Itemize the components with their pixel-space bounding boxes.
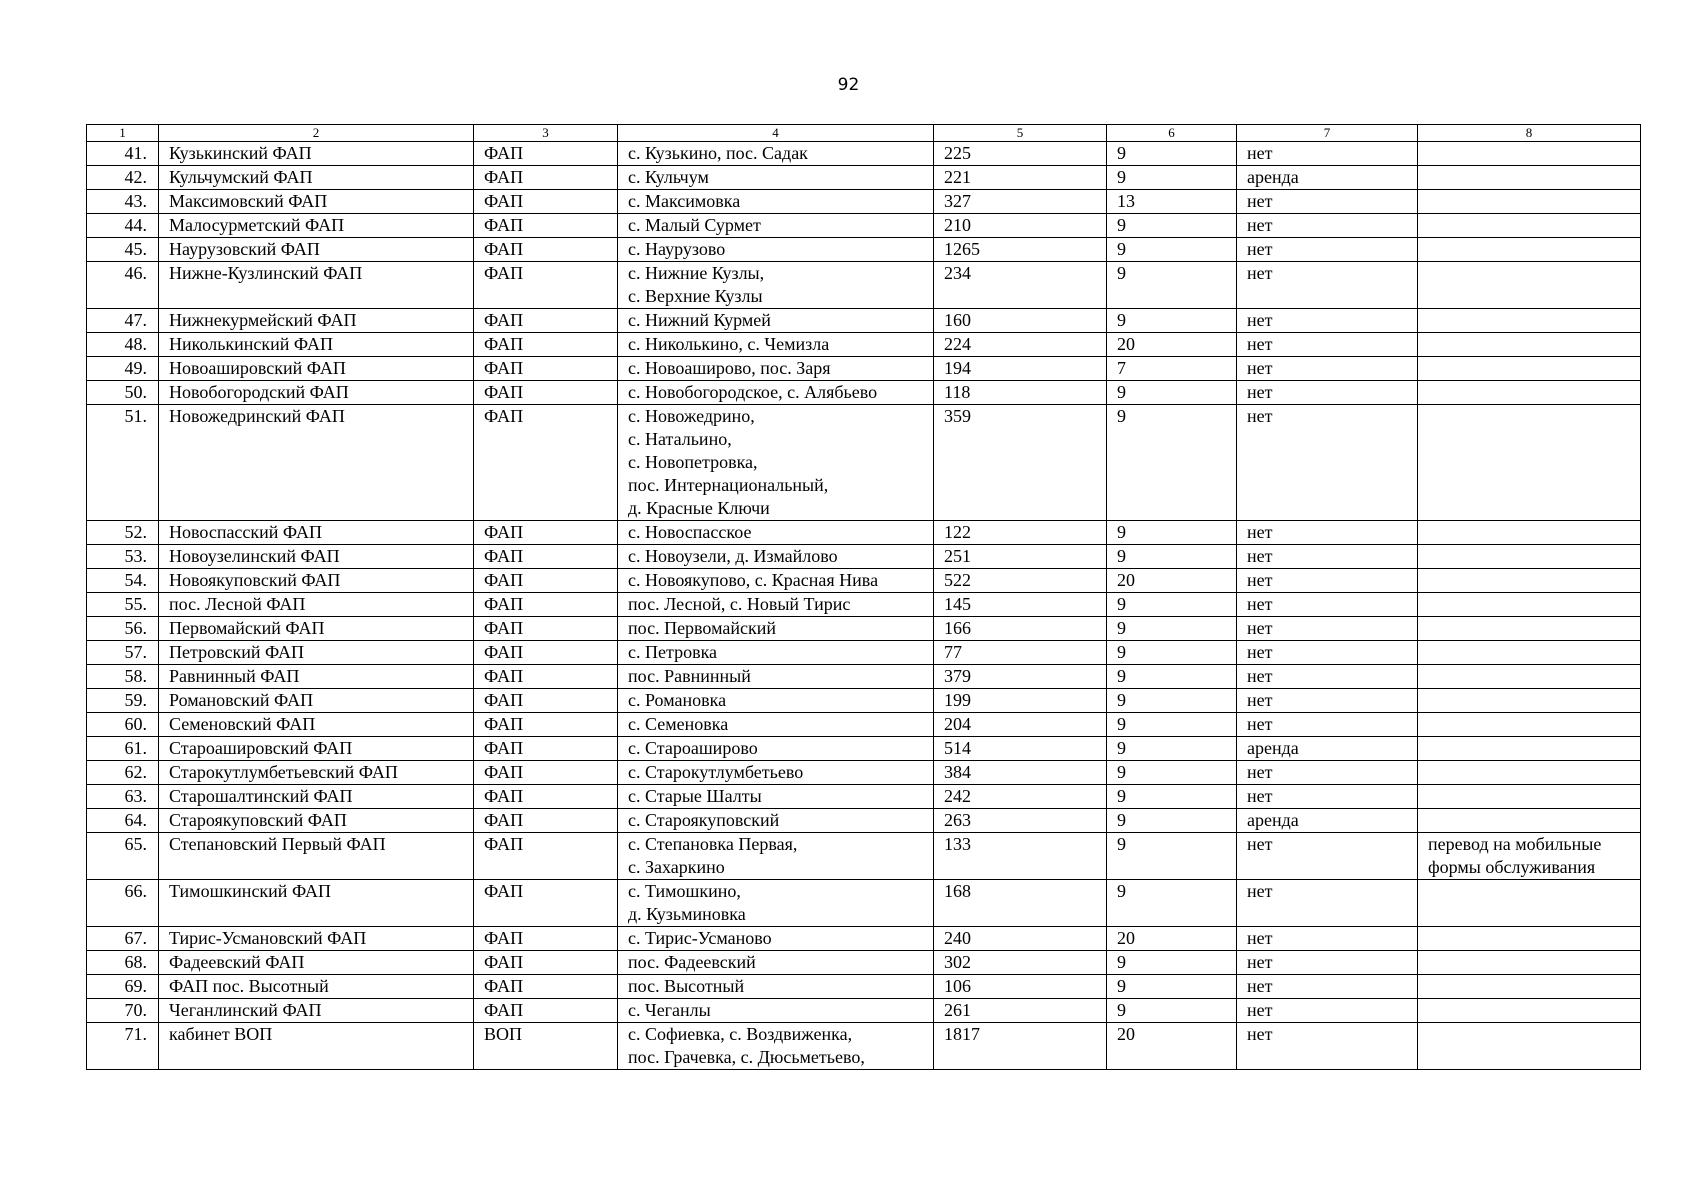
column-7-cell: нет: [1237, 381, 1418, 405]
column-header: 2: [159, 125, 474, 142]
column-header: 6: [1107, 125, 1237, 142]
row-number-cell: 53.: [87, 545, 159, 569]
settlements-cell: с. Новоспасское: [618, 521, 934, 545]
column-7-cell: нет: [1237, 761, 1418, 785]
column-6-cell: 9: [1107, 166, 1237, 190]
column-8-cell: [1418, 713, 1641, 737]
facility-name-cell: Максимовский ФАП: [159, 190, 474, 214]
settlements-cell: с. Старокутлумбетьево: [618, 761, 934, 785]
column-6-cell: 9: [1107, 593, 1237, 617]
column-8-cell: [1418, 785, 1641, 809]
table-row: [87, 238, 1641, 262]
column-7-cell: нет: [1237, 880, 1418, 927]
row-number-cell: 63.: [87, 785, 159, 809]
column-6-cell: 9: [1107, 833, 1237, 880]
facility-name-cell: Тимошкинский ФАП: [159, 880, 474, 927]
facility-type-cell: ФАП: [474, 405, 618, 521]
row-number-cell: 54.: [87, 569, 159, 593]
table-row: [87, 809, 1641, 833]
settlements-cell: с. Семеновка: [618, 713, 934, 737]
facility-type-cell: ФАП: [474, 593, 618, 617]
settlements-cell: с. Новожедрино, с. Натальино, с. Новопетровка, пос. Интернациональный, д. Красные Ключи: [618, 405, 934, 521]
column-6-cell: 9: [1107, 381, 1237, 405]
column-7-cell: нет: [1237, 785, 1418, 809]
facility-name-cell: Романовский ФАП: [159, 689, 474, 713]
facility-name-cell: Чеганлинский ФАП: [159, 999, 474, 1023]
row-number-cell: 41.: [87, 142, 159, 166]
facility-type-cell: ФАП: [474, 262, 618, 309]
table-row: [87, 309, 1641, 333]
population-cell: 327: [934, 190, 1107, 214]
column-7-cell: нет: [1237, 951, 1418, 975]
column-8-cell: [1418, 689, 1641, 713]
population-cell: 522: [934, 569, 1107, 593]
column-6-cell: 9: [1107, 545, 1237, 569]
facility-type-cell: ФАП: [474, 381, 618, 405]
column-6-cell: 13: [1107, 190, 1237, 214]
row-number-cell: 65.: [87, 833, 159, 880]
column-8-cell: [1418, 262, 1641, 309]
column-8-cell: [1418, 880, 1641, 927]
facility-name-cell: Староякуповский ФАП: [159, 809, 474, 833]
facility-name-cell: Новожедринский ФАП: [159, 405, 474, 521]
column-8-cell: [1418, 617, 1641, 641]
table-row: [87, 166, 1641, 190]
column-6-cell: 9: [1107, 761, 1237, 785]
table-row: [87, 569, 1641, 593]
facility-type-cell: ФАП: [474, 833, 618, 880]
column-7-cell: нет: [1237, 262, 1418, 309]
population-cell: 106: [934, 975, 1107, 999]
column-7-cell: нет: [1237, 521, 1418, 545]
facilities-table: [86, 124, 1641, 1070]
row-number-cell: 44.: [87, 214, 159, 238]
row-number-cell: 52.: [87, 521, 159, 545]
column-6-cell: 20: [1107, 1023, 1237, 1070]
row-number-cell: 48.: [87, 333, 159, 357]
row-number-cell: 46.: [87, 262, 159, 309]
column-number-row: [87, 125, 1641, 142]
table-row: [87, 951, 1641, 975]
settlements-cell: с. Наурузово: [618, 238, 934, 262]
column-8-cell: [1418, 142, 1641, 166]
facility-name-cell: Тирис-Усмановский ФАП: [159, 927, 474, 951]
row-number-cell: 56.: [87, 617, 159, 641]
row-number-cell: 47.: [87, 309, 159, 333]
facility-type-cell: ФАП: [474, 975, 618, 999]
population-cell: 359: [934, 405, 1107, 521]
facility-name-cell: Николькинский ФАП: [159, 333, 474, 357]
column-7-cell: нет: [1237, 833, 1418, 880]
column-7-cell: нет: [1237, 238, 1418, 262]
column-7-cell: нет: [1237, 641, 1418, 665]
settlements-cell: с. Чеганлы: [618, 999, 934, 1023]
row-number-cell: 66.: [87, 880, 159, 927]
settlements-cell: с. Малый Сурмет: [618, 214, 934, 238]
column-7-cell: нет: [1237, 617, 1418, 641]
facility-name-cell: Старокутлумбетьевский ФАП: [159, 761, 474, 785]
row-number-cell: 69.: [87, 975, 159, 999]
facility-type-cell: ФАП: [474, 665, 618, 689]
table-row: [87, 521, 1641, 545]
column-8-cell: [1418, 927, 1641, 951]
settlements-cell: с. Петровка: [618, 641, 934, 665]
facility-type-cell: ФАП: [474, 617, 618, 641]
population-cell: 1265: [934, 238, 1107, 262]
facility-name-cell: кабинет ВОП: [159, 1023, 474, 1070]
column-7-cell: нет: [1237, 713, 1418, 737]
table-row: [87, 381, 1641, 405]
facility-type-cell: ФАП: [474, 190, 618, 214]
population-cell: 251: [934, 545, 1107, 569]
row-number-cell: 61.: [87, 737, 159, 761]
row-number-cell: 55.: [87, 593, 159, 617]
column-8-cell: [1418, 521, 1641, 545]
column-8-cell: [1418, 975, 1641, 999]
column-7-cell: нет: [1237, 214, 1418, 238]
table-row: [87, 190, 1641, 214]
table-row: [87, 333, 1641, 357]
population-cell: 221: [934, 166, 1107, 190]
population-cell: 224: [934, 333, 1107, 357]
settlements-cell: с. Новоякупово, с. Красная Нива: [618, 569, 934, 593]
column-6-cell: 9: [1107, 713, 1237, 737]
facility-name-cell: Кульчумский ФАП: [159, 166, 474, 190]
settlements-cell: пос. Равнинный: [618, 665, 934, 689]
table-row: [87, 214, 1641, 238]
table-row: [87, 262, 1641, 309]
population-cell: 204: [934, 713, 1107, 737]
column-7-cell: нет: [1237, 545, 1418, 569]
column-7-cell: нет: [1237, 405, 1418, 521]
facility-name-cell: Наурузовский ФАП: [159, 238, 474, 262]
settlements-cell: с. Староаширово: [618, 737, 934, 761]
table-row: [87, 405, 1641, 521]
column-6-cell: 9: [1107, 809, 1237, 833]
page-number: 92: [837, 75, 860, 95]
population-cell: 225: [934, 142, 1107, 166]
facility-name-cell: Новоашировский ФАП: [159, 357, 474, 381]
facility-name-cell: пос. Лесной ФАП: [159, 593, 474, 617]
facility-type-cell: ФАП: [474, 999, 618, 1023]
row-number-cell: 71.: [87, 1023, 159, 1070]
column-6-cell: 9: [1107, 405, 1237, 521]
population-cell: 145: [934, 593, 1107, 617]
facility-name-cell: Новоякуповский ФАП: [159, 569, 474, 593]
facility-type-cell: ФАП: [474, 333, 618, 357]
population-cell: 384: [934, 761, 1107, 785]
column-6-cell: 9: [1107, 521, 1237, 545]
settlements-cell: с. Степановка Первая, с. Захаркино: [618, 833, 934, 880]
settlements-cell: с. Николькино, с. Чемизла: [618, 333, 934, 357]
column-6-cell: 9: [1107, 641, 1237, 665]
column-7-cell: нет: [1237, 333, 1418, 357]
facility-type-cell: ФАП: [474, 569, 618, 593]
facility-type-cell: ФАП: [474, 521, 618, 545]
population-cell: 133: [934, 833, 1107, 880]
row-number-cell: 59.: [87, 689, 159, 713]
table-row: [87, 641, 1641, 665]
column-header: 7: [1237, 125, 1418, 142]
settlements-cell: с. Максимовка: [618, 190, 934, 214]
settlements-cell: с. Кульчум: [618, 166, 934, 190]
settlements-cell: с. Новоузели, д. Измайлово: [618, 545, 934, 569]
table-row: [87, 880, 1641, 927]
settlements-cell: пос. Первомайский: [618, 617, 934, 641]
table-row: [87, 713, 1641, 737]
column-6-cell: 9: [1107, 999, 1237, 1023]
row-number-cell: 45.: [87, 238, 159, 262]
population-cell: 166: [934, 617, 1107, 641]
facility-type-cell: ФАП: [474, 545, 618, 569]
facility-name-cell: Первомайский ФАП: [159, 617, 474, 641]
population-cell: 234: [934, 262, 1107, 309]
settlements-cell: с. Новобогородское, с. Алябьево: [618, 381, 934, 405]
facility-type-cell: ФАП: [474, 927, 618, 951]
facility-type-cell: ФАП: [474, 357, 618, 381]
column-8-cell: [1418, 641, 1641, 665]
table-row: [87, 545, 1641, 569]
settlements-cell: с. Староякуповский: [618, 809, 934, 833]
column-6-cell: 9: [1107, 214, 1237, 238]
settlements-cell: с. Тирис-Усманово: [618, 927, 934, 951]
column-7-cell: нет: [1237, 309, 1418, 333]
facility-type-cell: ФАП: [474, 761, 618, 785]
facility-type-cell: ВОП: [474, 1023, 618, 1070]
row-number-cell: 60.: [87, 713, 159, 737]
table-row: [87, 785, 1641, 809]
settlements-cell: пос. Высотный: [618, 975, 934, 999]
settlements-cell: с. Новоаширово, пос. Заря: [618, 357, 934, 381]
population-cell: 199: [934, 689, 1107, 713]
column-7-cell: нет: [1237, 190, 1418, 214]
column-header: 8: [1418, 125, 1641, 142]
column-8-cell: [1418, 1023, 1641, 1070]
row-number-cell: 70.: [87, 999, 159, 1023]
column-7-cell: нет: [1237, 927, 1418, 951]
table-row: [87, 617, 1641, 641]
column-8-cell: [1418, 405, 1641, 521]
population-cell: 379: [934, 665, 1107, 689]
column-6-cell: 9: [1107, 142, 1237, 166]
row-number-cell: 50.: [87, 381, 159, 405]
column-6-cell: 9: [1107, 785, 1237, 809]
column-8-cell: [1418, 357, 1641, 381]
column-7-cell: нет: [1237, 569, 1418, 593]
table-row: [87, 689, 1641, 713]
row-number-cell: 51.: [87, 405, 159, 521]
facility-name-cell: ФАП пос. Высотный: [159, 975, 474, 999]
column-8-cell: [1418, 166, 1641, 190]
column-8-cell: [1418, 381, 1641, 405]
facility-name-cell: Малосурметский ФАП: [159, 214, 474, 238]
facility-type-cell: ФАП: [474, 809, 618, 833]
column-8-cell: [1418, 999, 1641, 1023]
facility-name-cell: Петровский ФАП: [159, 641, 474, 665]
settlements-cell: с. Старые Шалты: [618, 785, 934, 809]
population-cell: 210: [934, 214, 1107, 238]
settlements-cell: пос. Фадеевский: [618, 951, 934, 975]
facility-name-cell: Равнинный ФАП: [159, 665, 474, 689]
population-cell: 122: [934, 521, 1107, 545]
table-body: [87, 125, 1641, 1070]
row-number-cell: 49.: [87, 357, 159, 381]
table-row: [87, 142, 1641, 166]
column-6-cell: 20: [1107, 927, 1237, 951]
population-cell: 514: [934, 737, 1107, 761]
row-number-cell: 68.: [87, 951, 159, 975]
facility-type-cell: ФАП: [474, 785, 618, 809]
column-header: 5: [934, 125, 1107, 142]
column-8-cell: [1418, 809, 1641, 833]
column-8-cell: [1418, 951, 1641, 975]
facility-name-cell: Староашировский ФАП: [159, 737, 474, 761]
facility-type-cell: ФАП: [474, 166, 618, 190]
column-7-cell: аренда: [1237, 166, 1418, 190]
table-row: [87, 999, 1641, 1023]
population-cell: 240: [934, 927, 1107, 951]
column-8-cell: [1418, 665, 1641, 689]
table-row: [87, 665, 1641, 689]
facility-name-cell: Новоузелинский ФАП: [159, 545, 474, 569]
column-7-cell: нет: [1237, 999, 1418, 1023]
table-row: [87, 1023, 1641, 1070]
population-cell: 242: [934, 785, 1107, 809]
population-cell: 160: [934, 309, 1107, 333]
table-row: [87, 737, 1641, 761]
settlements-cell: с. Софиевка, с. Воздвиженка, пос. Грачевка, с. Дюсьметьево,: [618, 1023, 934, 1070]
settlements-cell: с. Романовка: [618, 689, 934, 713]
settlements-cell: с. Нижние Кузлы, с. Верхние Кузлы: [618, 262, 934, 309]
row-number-cell: 57.: [87, 641, 159, 665]
settlements-cell: пос. Лесной, с. Новый Тирис: [618, 593, 934, 617]
settlements-cell: с. Тимошкино, д. Кузьминовка: [618, 880, 934, 927]
facility-name-cell: Фадеевский ФАП: [159, 951, 474, 975]
column-6-cell: 9: [1107, 880, 1237, 927]
column-6-cell: 9: [1107, 262, 1237, 309]
row-number-cell: 43.: [87, 190, 159, 214]
column-6-cell: 9: [1107, 737, 1237, 761]
row-number-cell: 42.: [87, 166, 159, 190]
column-7-cell: нет: [1237, 593, 1418, 617]
facility-name-cell: Кузькинский ФАП: [159, 142, 474, 166]
facility-name-cell: Новобогородский ФАП: [159, 381, 474, 405]
table-row: [87, 833, 1641, 880]
row-number-cell: 62.: [87, 761, 159, 785]
column-6-cell: 9: [1107, 951, 1237, 975]
row-number-cell: 67.: [87, 927, 159, 951]
column-8-cell: [1418, 309, 1641, 333]
column-6-cell: 9: [1107, 665, 1237, 689]
facility-type-cell: ФАП: [474, 713, 618, 737]
column-7-cell: нет: [1237, 357, 1418, 381]
facility-type-cell: ФАП: [474, 689, 618, 713]
column-7-cell: аренда: [1237, 737, 1418, 761]
column-6-cell: 9: [1107, 689, 1237, 713]
facility-type-cell: ФАП: [474, 238, 618, 262]
table-row: [87, 975, 1641, 999]
table-row: [87, 761, 1641, 785]
column-6-cell: 9: [1107, 975, 1237, 999]
table-row: [87, 927, 1641, 951]
table-row: [87, 357, 1641, 381]
column-header: 1: [87, 125, 159, 142]
column-8-cell: [1418, 593, 1641, 617]
population-cell: 261: [934, 999, 1107, 1023]
facility-type-cell: ФАП: [474, 880, 618, 927]
row-number-cell: 64.: [87, 809, 159, 833]
settlements-cell: с. Кузькино, пос. Садак: [618, 142, 934, 166]
column-8-cell: [1418, 214, 1641, 238]
column-header: 3: [474, 125, 618, 142]
population-cell: 1817: [934, 1023, 1107, 1070]
column-8-cell: [1418, 569, 1641, 593]
column-8-cell: [1418, 190, 1641, 214]
settlements-cell: с. Нижний Курмей: [618, 309, 934, 333]
facility-name-cell: Новоспасский ФАП: [159, 521, 474, 545]
population-cell: 118: [934, 381, 1107, 405]
column-7-cell: нет: [1237, 665, 1418, 689]
population-cell: 263: [934, 809, 1107, 833]
row-number-cell: 58.: [87, 665, 159, 689]
facility-type-cell: ФАП: [474, 309, 618, 333]
column-7-cell: нет: [1237, 689, 1418, 713]
column-6-cell: 7: [1107, 357, 1237, 381]
column-7-cell: нет: [1237, 1023, 1418, 1070]
column-header: 4: [618, 125, 934, 142]
column-8-cell: [1418, 737, 1641, 761]
facility-type-cell: ФАП: [474, 142, 618, 166]
column-7-cell: аренда: [1237, 809, 1418, 833]
population-cell: 302: [934, 951, 1107, 975]
facility-type-cell: ФАП: [474, 737, 618, 761]
population-cell: 77: [934, 641, 1107, 665]
column-6-cell: 20: [1107, 569, 1237, 593]
facility-name-cell: Степановский Первый ФАП: [159, 833, 474, 880]
column-6-cell: 9: [1107, 309, 1237, 333]
column-6-cell: 9: [1107, 238, 1237, 262]
population-cell: 168: [934, 880, 1107, 927]
column-6-cell: 20: [1107, 333, 1237, 357]
column-8-cell: [1418, 545, 1641, 569]
column-7-cell: нет: [1237, 142, 1418, 166]
facility-type-cell: ФАП: [474, 641, 618, 665]
column-8-cell: перевод на мобильные формы обслуживания: [1418, 833, 1641, 880]
population-cell: 194: [934, 357, 1107, 381]
facility-name-cell: Старошалтинский ФАП: [159, 785, 474, 809]
column-8-cell: [1418, 333, 1641, 357]
facility-type-cell: ФАП: [474, 951, 618, 975]
facility-name-cell: Нижнекурмейский ФАП: [159, 309, 474, 333]
facility-name-cell: Нижне-Кузлинский ФАП: [159, 262, 474, 309]
column-6-cell: 9: [1107, 617, 1237, 641]
facility-type-cell: ФАП: [474, 214, 618, 238]
facility-name-cell: Семеновский ФАП: [159, 713, 474, 737]
column-7-cell: нет: [1237, 975, 1418, 999]
table-row: [87, 593, 1641, 617]
column-8-cell: [1418, 761, 1641, 785]
column-8-cell: [1418, 238, 1641, 262]
